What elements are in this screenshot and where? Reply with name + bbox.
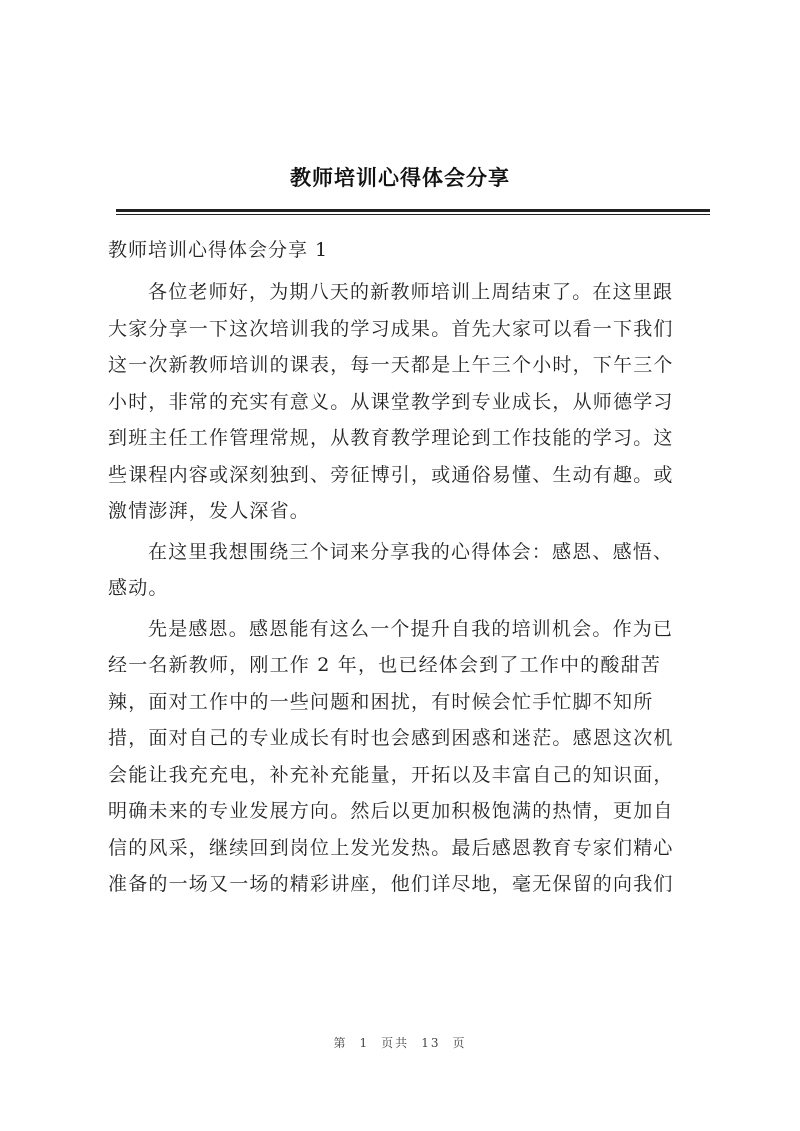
paragraph-line: 准备的一场又一场的精彩讲座，他们详尽地，毫无保留的向我们 [108, 873, 674, 895]
section-heading: 教师培训心得体会分享 1 [108, 239, 329, 261]
title-divider-thin [116, 214, 710, 215]
paragraph-line: 各位老师好，为期八天的新教师培训上周结束了。在这里跟 [148, 281, 674, 303]
paragraph-3 [108, 611, 708, 903]
paragraph-line: 激情澎湃，发人深省。 [108, 500, 311, 522]
current-page-number: 1 [359, 1036, 370, 1050]
paragraph-line: 明确未来的专业发展方向。然后以更加积极饱满的热情，更加自 [108, 800, 674, 822]
paragraph-line: 大家分享一下这次培训我的学习成果。首先大家可以看一下我们 [108, 317, 674, 340]
page-footer [0, 1034, 800, 1051]
page-label-suffix: 页 [452, 1036, 467, 1050]
document-title: 教师培训心得体会分享 [290, 166, 510, 190]
paragraph-line: 信的风采，继续回到岗位上发光发热。最后感恩教育专家们精心 [108, 836, 674, 859]
document-body [108, 232, 708, 907]
paragraph-line: 经一名新教师，刚工作 2 年，也已经体会到了工作中的酸甜苦 [108, 654, 661, 676]
paragraph-line: 在这里我想围绕三个词来分享我的心得体会：感恩、感悟、 [148, 540, 674, 563]
paragraph-line: 辣，面对工作中的一些问题和困扰，有时候会忙手忙脚不知所 [108, 690, 654, 713]
total-pages-number: 13 [421, 1036, 441, 1050]
paragraph-line: 措，面对自己的专业成长有时也会感到困惑和迷茫。感恩这次机 [108, 727, 674, 749]
paragraph-1 [108, 274, 708, 530]
page-label-mid: 页共 [381, 1036, 410, 1050]
paragraph-2 [108, 534, 708, 607]
paragraph-line: 小时，非常的充实有意义。从课堂教学到专业成长，从师德学习 [108, 390, 674, 413]
paragraph-line: 感动。 [108, 577, 169, 599]
paragraph-line: 这一次新教师培训的课表，每一天都是上午三个小时，下午三个 [108, 354, 674, 376]
title-divider-thick [116, 209, 710, 212]
paragraph-line: 些课程内容或深刻独到、旁征博引，或通俗易懂、生动有趣。或 [108, 463, 674, 486]
paragraph-line: 到班主任工作管理常规，从教育教学理论到工作技能的学习。这 [108, 427, 674, 449]
paragraph-line: 先是感恩。感恩能有这么一个提升自我的培训机会。作为已 [148, 617, 674, 640]
page-label-prefix: 第 [333, 1036, 348, 1050]
paragraph-line: 会能让我充充电，补充补充能量，开拓以及丰富自己的知识面， [108, 763, 674, 786]
